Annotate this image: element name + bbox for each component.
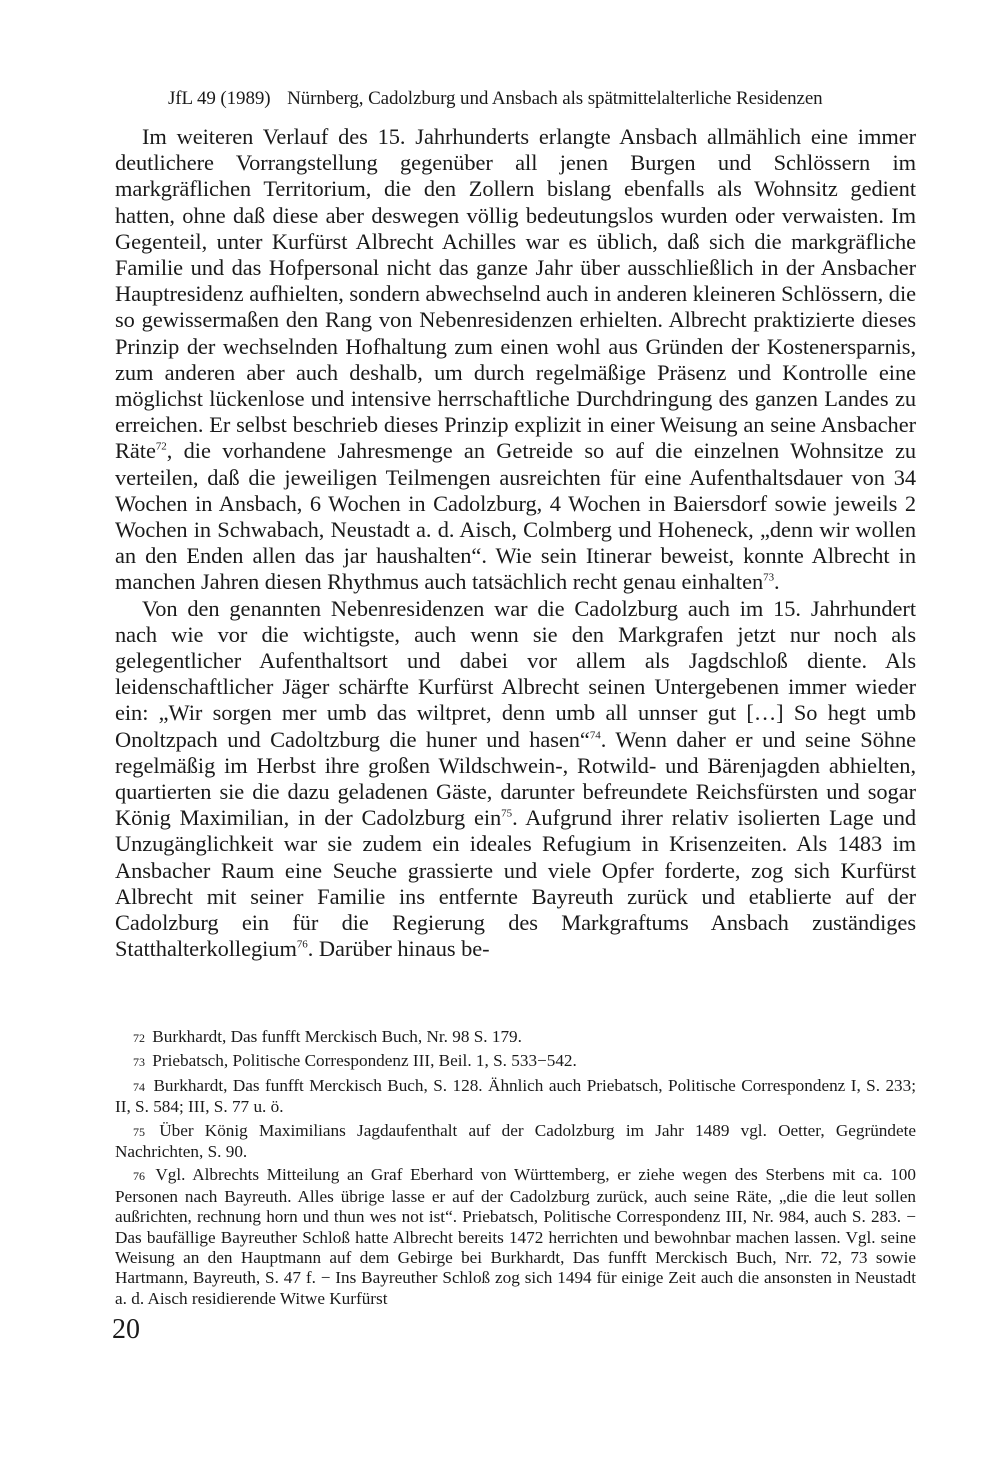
- footnote-text: Burkhardt, Das funfft Merckisch Buch, Nr. 98 S. 179.: [152, 1027, 522, 1046]
- paragraph-2-text-a: Von den genannten Nebenresidenzen war die Cadolzburg auch im 15. Jahrhundert nach wie vor die wichtigste, auch wenn sie den Markgrafen jetzt nur noch als gelegentlicher Aufenthaltsort und dabei vor allem als Jagdschloß diente. Als leidenschaftlicher Jäger schärfte Kurfürst Albrecht seinen Untergebenen immer wieder ein: „Wir sorgen mer umb das wiltpret, denn umb all unnser gut […] So hegt umb Onoltzpach und Cadoltzburg die huner und hasen“: [115, 595, 916, 752]
- footnote-text: Burkhardt, Das funfft Merckisch Buch, S. 128. Ähnlich auch Priebatsch, Politische Correspondenz I, S. 233; II, S. 584; III, S. 77 u. ö.: [115, 1075, 917, 1117]
- footnote-ref-75[interactable]: 75: [501, 807, 513, 820]
- footnote-74: [115, 1076, 916, 1118]
- running-head: [168, 87, 868, 111]
- footnote-ref-72[interactable]: 72: [155, 440, 167, 453]
- paragraph-2-text-d: . Darüber hinaus be-: [307, 936, 490, 962]
- paragraph-2-text-b: . Wenn daher er und seine Söhne regelmäßig im Herbst ihre großen Wildschwein-, Rotwild- und Bärenjagden abhielten, quartierten sie die dazu geladenen Gäste, darunter befreundete Reichsfürsten und sogar König Maximilian, in der Cadolzburg ein: [115, 726, 916, 831]
- footnote-72: [115, 1027, 916, 1048]
- footnote-number: 75: [133, 1124, 145, 1139]
- footnote-text: Über König Maximilians Jagdaufenthalt auf der Cadolzburg im Jahr 1489 vgl. Oetter, Gegründete Nachrichten, S. 90.: [115, 1120, 917, 1162]
- footnote-ref-73[interactable]: 73: [763, 571, 775, 584]
- footnote-number: 76: [133, 1169, 145, 1184]
- paragraph-1-text-b: , die vorhandene Jahresmenge an Getreide so auf die einzelnen Wohnsitze zu verteilen, daß die jeweiligen Teilmengen ausreichten für eine Aufenthaltsdauer von 34 Wochen in Ansbach, 6 Wochen in Cadolzburg, 4 Wochen in Baiersdorf sowie jeweils 2 Wochen in Schwabach, Neustadt a. d. Aisch, Colmberg und Hoheneck, „denn wir wollen an den Enden allen das jar haushalten“. Wie sein Itinerar beweist, konnte Albrecht in manchen Jahren diesen Rhythmus auch tatsächlich recht genau einhalten: [115, 438, 916, 595]
- paragraph-2-text-c: . Aufgrund ihrer relativ isolierten Lage und Unzugänglichkeit war sie zudem ein ideales Refugium in Krisenzeiten. Als 1483 im Ansbacher Raum eine Seuche grassierte und viele Opfer forderte, zog sich Kurfürst Albrecht mit seiner Familie ins entfernte Bayreuth zurück und etablierte auf der Cadolzburg ein für die Regierung des Markgraftums Ansbach zuständiges Statthalterkollegium: [115, 805, 916, 962]
- footnote-ref-74[interactable]: 74: [589, 729, 601, 742]
- paragraph-1-text-c: .: [774, 569, 780, 595]
- footnote-75: [115, 1121, 916, 1163]
- footnotes: [115, 1027, 916, 1312]
- main-text: [115, 124, 916, 963]
- footnote-number: 73: [133, 1055, 145, 1070]
- footnote-text: Vgl. Albrechts Mitteilung an Graf Eberhard von Württemberg, er ziehe wegen des Sterbens mit ca. 100 Personen nach Bayreuth. Alles übrige lasse er auf der Cadolzburg zurück, auch seine Räte, „die die leut sollen außrichten, rechnung horn und thun wes not ist“. Priebatsch, Politische Correspondenz III, Nr. 984, auch S. 283. − Das baufällige Bayreuther Schloß hatte Albrecht bereits 1472 herrichten und bewohnbar machen lassen. Vgl. seine Weisung an den Hauptmann auf dem Gebirge bei Burkhardt, Das funfft Merckisch Buch, Nrr. 72, 73 sowie Hartmann, Bayreuth, S. 47 f. − Ins Bayreuther Schloß zog sich 1494 für einige Zeit auch die ansonsten in Neustadt a. d. Aisch residierende Witwe Kurfürst: [115, 1165, 916, 1308]
- paragraph-2: [115, 596, 916, 963]
- footnote-number: 74: [133, 1079, 145, 1094]
- footnote-73: [115, 1051, 916, 1072]
- footnote-text: Priebatsch, Politische Correspondenz III, Beil. 1, S. 533−542.: [152, 1051, 577, 1071]
- journal-reference: JfL 49 (1989): [168, 88, 271, 109]
- paragraph-1-text-a: Im weiteren Verlauf des 15. Jahrhunderts erlangte Ansbach allmählich eine immer deutlichere Vorrangstellung gegenüber all jenen Burgen und Schlössern im markgräflichen Territorium, die den Zollern bislang ebenfalls als Wohnsitz gedient hatten, ohne daß diese aber deswegen völlig bedeutungslos wurden oder verwaisten. Im Gegenteil, unter Kurfürst Albrecht Achilles war es üblich, daß sich die markgräfliche Familie und das Hofpersonal nicht das ganze Jahr über ausschließlich in der Ansbacher Hauptresidenz aufhielten, sondern abwechselnd auch in anderen kleineren Schlössern, die so gewissermaßen den Rang von Nebenresidenzen erhielten. Albrecht praktizierte dieses Prinzip der wechselnden Hofhaltung zum einen wohl aus Gründen der Kostenersparnis, zum anderen aber auch deshalb, um durch regelmäßige Präsenz und Kontrolle eine möglichst lückenlose und intensive herrschaftliche Durchdringung des ganzen Landes zu erreichen. Er selbst beschrieb dieses Prinzip explizit in einer Weisung an seine Ansbacher Räte: [115, 124, 916, 464]
- running-title: Nürnberg, Cadolzburg und Ansbach als spätmittelalterliche Residenzen: [287, 88, 823, 109]
- footnote-number: 72: [133, 1031, 145, 1045]
- paragraph-1: [115, 124, 916, 596]
- page-number: 20: [112, 1314, 140, 1345]
- footnote-76: [115, 1165, 916, 1309]
- footnote-ref-76[interactable]: 76: [296, 938, 308, 951]
